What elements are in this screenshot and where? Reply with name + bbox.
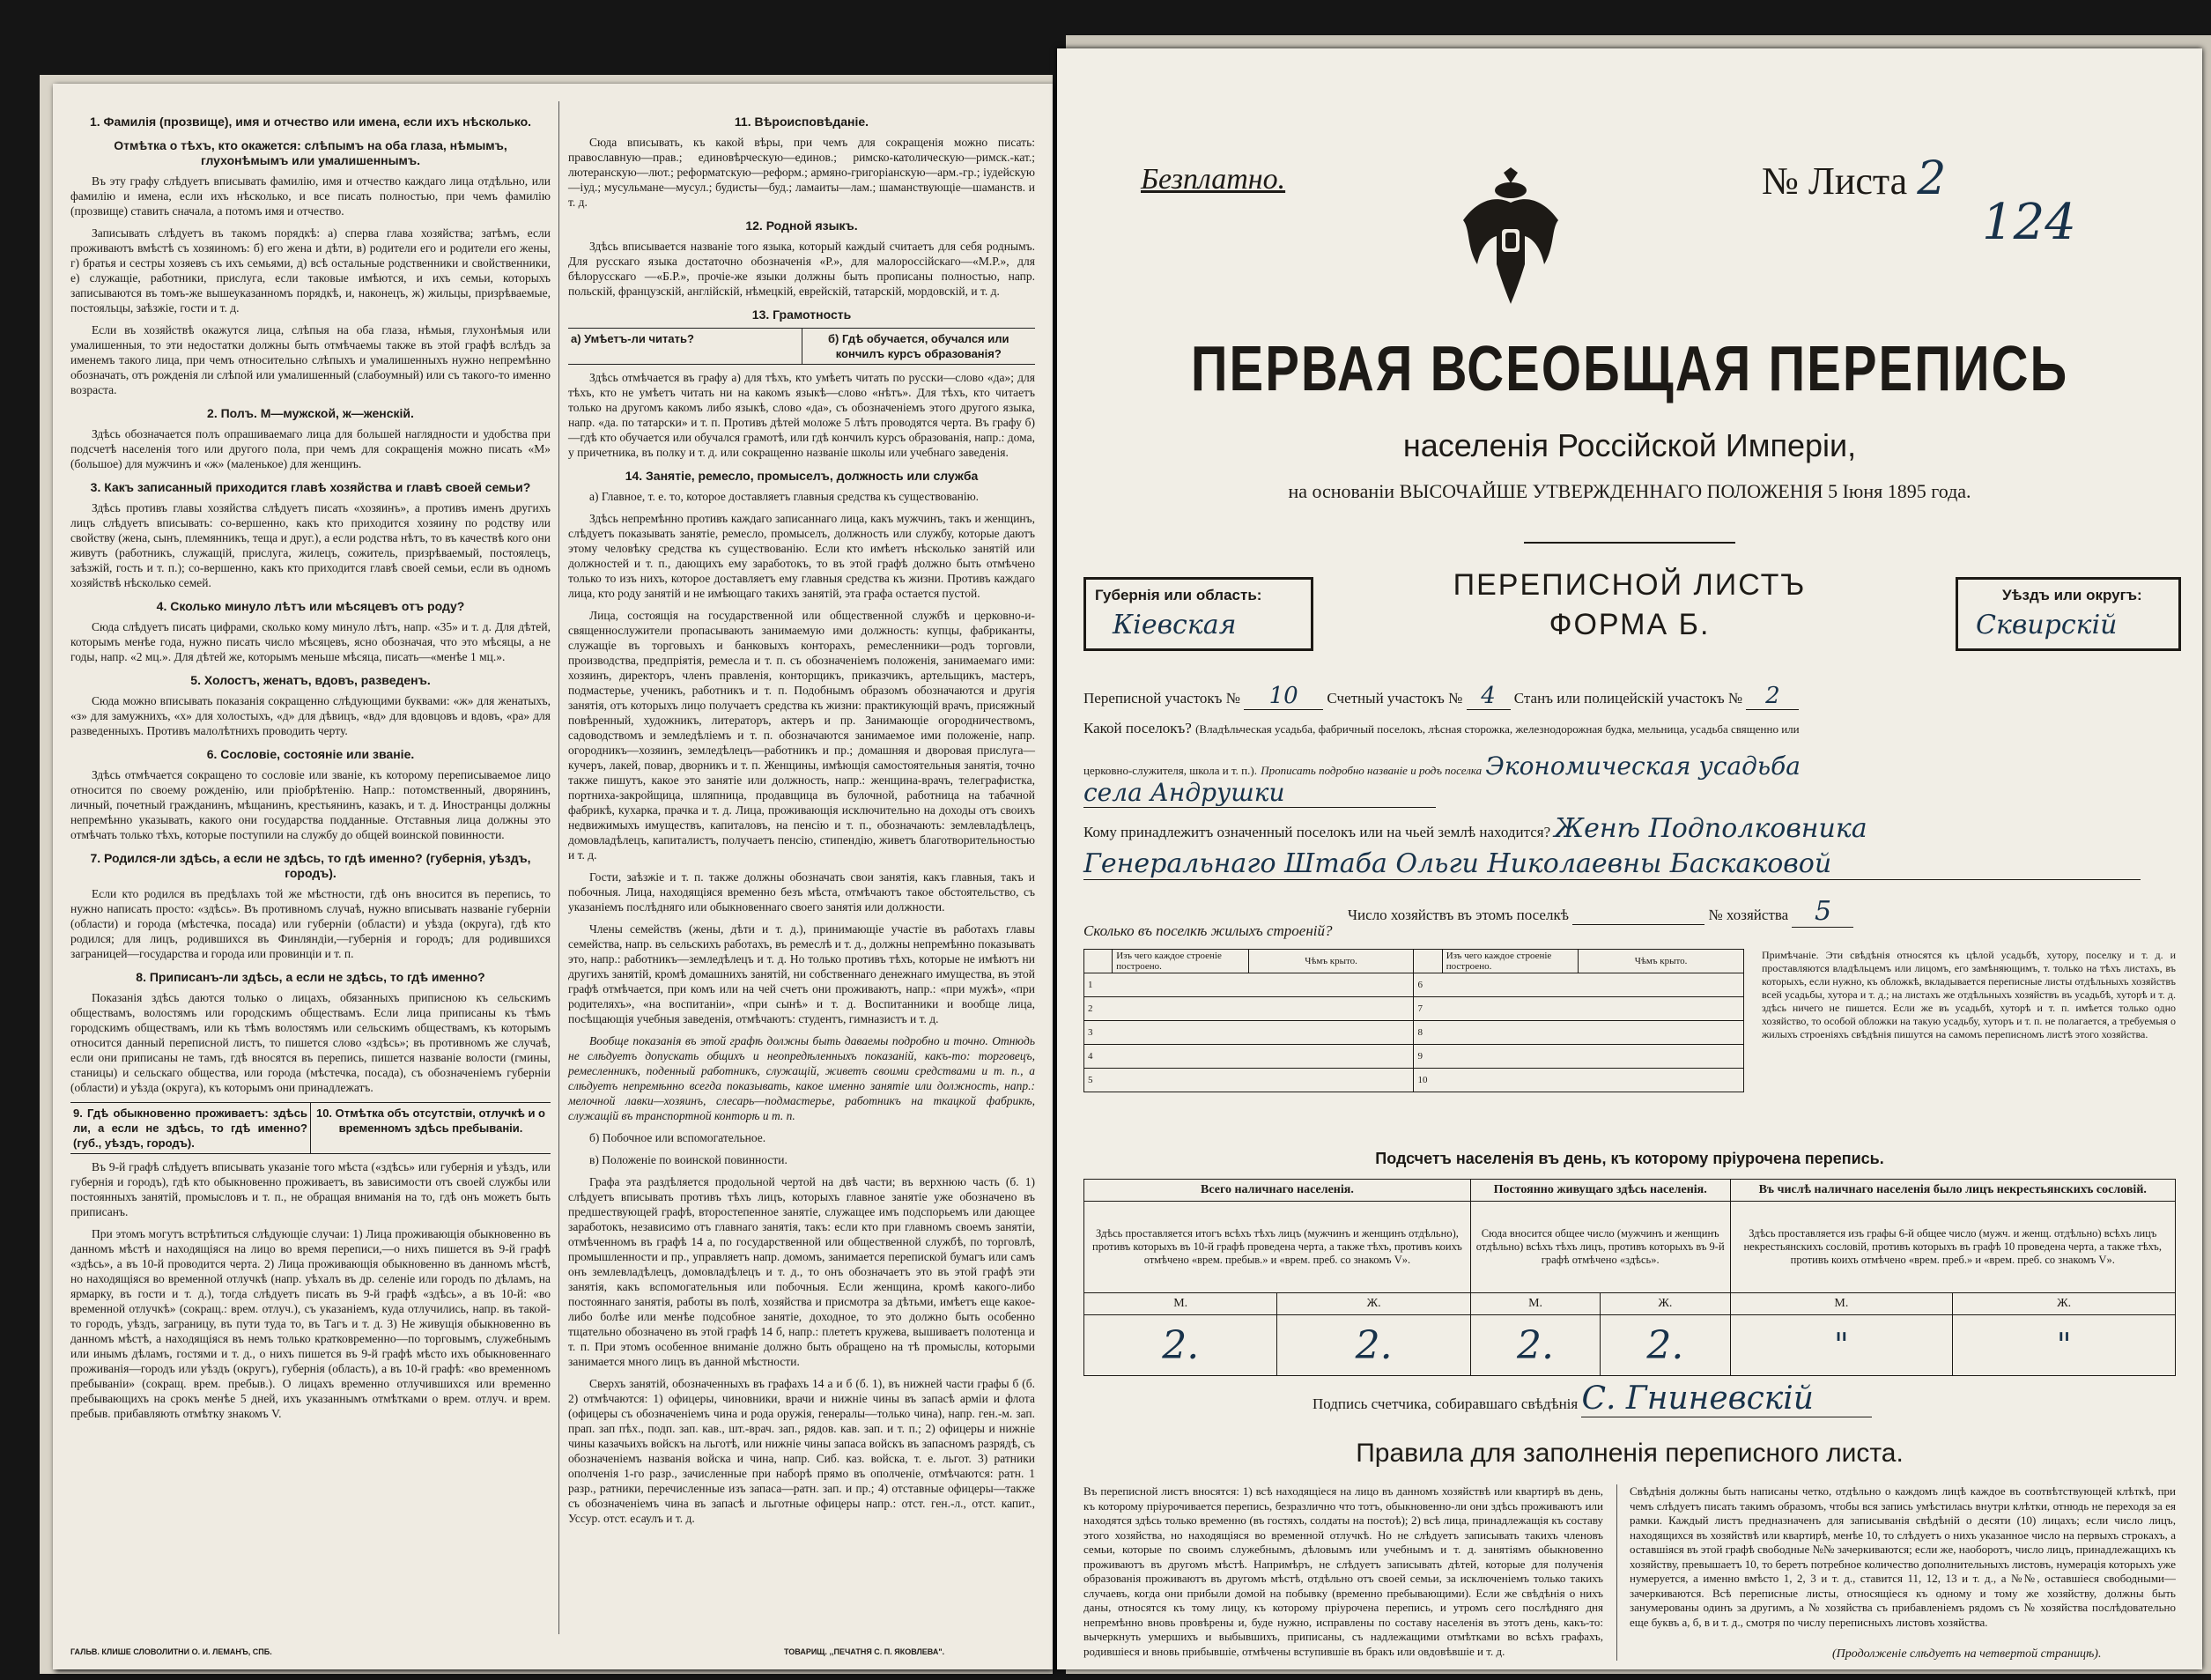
buildings-row: 7 bbox=[1414, 997, 1744, 1021]
signature-value: С. Гниневскій bbox=[1581, 1380, 1872, 1417]
paragraph: Показанія здѣсь даются только о лицахъ, обязанныхъ приписною къ сельскимъ обществамъ, волостямъ или городскимъ обществамъ. Если лица приписаны къ тѣмъ городскимъ обществамъ, или къ тѣмъ волостямъ или сельскимъ обществамъ, къ которымъ относится данный переписной листъ, то пишется слово «здѣсь»; въ противномъ же случаѣ, если они приписаны не тамъ, гдѣ вносятся въ перепись, пишется названіе волости (гмины, станицы) и сельскаго общества, или города (мѣстечка, посада), съ обозначеніемъ губерніи (области) и уѣзда (округа), къ которымъ они принадлежатъ. bbox=[70, 991, 551, 1094]
census-form-page bbox=[1057, 48, 2202, 1669]
buildings-row: 4 bbox=[1084, 1045, 1414, 1069]
uezd-box bbox=[1956, 577, 2181, 651]
paragraph: Лица, состоящія на государственной или общественной службѣ и церковно-и-священнослужители пропасывають занимаемую ими должность: купцы, фабриканты, служащіе въ торговыхъ и банковыхъ конторахъ, ремесленники—родъ торговли, производства, предпріятія, ремесла и т. п. съ обозначеніемъ положенія, занимаемаго ими: хозяинъ, директоръ, членъ правленія, конторщикъ, приказчикъ, артельщикъ, мастеръ, подмастерье, ученикъ, работникъ и т. п. Подобнымъ образомъ обозначаются и другія занятія, отъ которыхъ лицо получаетъ средства къ жизни: практикующій врачъ, присяжный повѣренный, художникъ, литераторъ, актеръ и пр. Занимающіе огородничествомъ, садоводствомъ и земледѣліемъ и т. п. обозначаются занимаемое ими положеніе, напр. огородникъ—хозяинъ, земледѣлецъ—работникъ и пр.; домашняя и дворовая прислуга—кучеръ, лакей, повар, дворникъ и т. п. Женщины, имѣющія самостоятельныя занятія, точно также пишутъ, какое это занятіе или должность, напр.: женщина-врачъ, телеграфистка, портниха-закройщица, шляпница, продавщица въ булочной, работница на табачной фабрикѣ, кухарка, прачка и т. д. Лица, проживающія исключительно на доходы отъ своихъ недвижимыхъ имуществъ, капиталовъ, на пенсію и т. п., обозначають: землевладѣлецъ, домовладѣлецъ, капиталистъ, получаетъ пенсію, стипендію, живетъ благотворительностью и т. д. bbox=[568, 609, 1035, 862]
census-decree-line: на основаніи ВЫСОЧАЙШЕ УТВЕРЖДЕННАГО ПОЛОЖЕНІЯ 5 Іюня 1895 года. bbox=[1288, 480, 1971, 502]
buildings-note: Примѣчаніе. Эти свѣдѣнія относятся къ цѣлой усадьбѣ, хутору, поселку и т. д. и проставляются владѣльцемъ или лицомъ, его замѣняющимъ, т. только на тѣхъ листахъ, въ которыхъ, если нужно, къ обложкѣ, вкладывается переписные листы отдѣльныхъ хозяйствъ всей усадьбы, хутора и т. д.; на листахъ же отдѣльныхъ хозяйствъ въ усадьбѣ, хуторѣ и т. д. здѣсь ничего не пишется. Если же въ усадьбѣ, хуторѣ и т. п. имѣется только одно хозяйство, то особой обложки на такую усадьбу, хуторъ и т. п. не полагается, а требуемыя о жилыхъ строеніяхъ свѣдѣнія пишутся на самомъ переписномъ листѣ этого хозяйства. bbox=[1762, 949, 2176, 1040]
paragraph: Если кто родился въ предѣлахъ той же мѣстности, гдѣ онъ вносится въ перепись, то нужно написать просто: «здѣсь». Въ противномъ случаѣ, нужно вписывать названіе губерніи (области) и города (мѣстечка, посада) или губерніи (области) и уѣзда (округа), гдѣ кто родился; для лицъ, родившихся въ Финляндіи,—губернія и городъ; для родившихся заграницей—государства и города или провинціи и т. п. bbox=[70, 887, 551, 960]
heading-8: 8. Приписанъ-ли здѣсь, а если не здѣсь, то гдѣ именно? bbox=[136, 970, 485, 984]
heading-11: 11. Вѣроисповѣданіе. bbox=[734, 115, 869, 129]
paragraph: Сюда вписывать, къ какой вѣры, при чемъ для сокращенія можно писать: православную—прав.; единовѣрческую—единов.; римско-католическую—римск.-кат.; лютеранскую—лют.; реформатскую—реформ.; армяно-григоріанскую—арм.-гр.; іудейскую—іуд.; мусульмане—мусул.; будисты—буд.; ламаиты—лам.; шаманствующіе—шаманств. и т. д. bbox=[568, 136, 1035, 209]
heading-12: 12. Родной языкъ. bbox=[745, 218, 858, 233]
imperial-eagle-emblem-icon bbox=[1458, 167, 1564, 308]
heading-10: 10. Отмѣтка объ отсутствіи, отлучкѣ и о временномъ здѣсь пребываніи. bbox=[315, 1106, 546, 1135]
settlement-hint-3: Прописать подробно названіе и родъ поселка bbox=[1261, 764, 1483, 777]
heading-13-table bbox=[568, 328, 1035, 365]
heading-13b: б) Гдѣ обучается, обучался или кончилъ курсъ образованія? bbox=[827, 332, 1009, 360]
heading-9: 9. Гдѣ обыкновенно проживаетъ: здѣсь ли, а если не здѣсь, то гдѣ именно? (губ., уѣздъ, городъ). bbox=[70, 1103, 311, 1153]
paragraph: Здѣсь отмѣчается въ графу а) для тѣхъ, кто умѣетъ читать по русски—слово «да»; для тѣхъ, кто не умѣетъ читать ни на какомъ языкѣ—слово «нѣтъ». Для тѣхъ, кто читаетъ только на другомъ какомъ либо языкѣ, слово «да», съ обозначеніемъ этого другого языка, напр. «да. по татарски» и т. п. Противъ дѣтей моложе 5 лѣтъ проводятся черта. Въ графу б)—гдѣ кто обучается или обучался грамотѣ, или гдѣ кончилъ курсъ образованія, напр.: дома, у причетника, въ полку и т. д. или сокращенно названіе школы или учебнаго заведенія. bbox=[568, 371, 1035, 459]
heading-3: 3. Какъ записанный приходится главѣ хозяйства и главѣ своей семьи? bbox=[90, 480, 531, 494]
paragraph: При этомъ могутъ встрѣтиться слѣдующіе случаи: 1) Лица проживающія обыкновенно въ данномъ мѣстѣ и находящіяся на лицо во время переписи,—о нихъ пишется въ 9-й графѣ «здѣсь», а въ 10-й проводится черта. 2) Лица проживающія обыкновенно въ данномъ мѣстѣ, но находящіяся во временной отлучкѣ (напр. уѣхалъ въ др. селеніе или городъ по дѣламъ, на ярмарку, въ гости и т. д.), тогда слѣдуетъ писать въ 9-й графѣ «здѣсь», а въ 10-й: «во временной отлучкѣ» (сокращ.: врем. отлуч.), съ указаніемъ, куда отлучились, напр. въ такой-то городъ, уѣздъ, заграницу, въ пути туда то, въ Тагъ и т. д. 3) Не живущія обыкновенно въ данномъ мѣстѣ, а находящіяся въ немъ только кратковременно—по торговымъ, служебнымъ или инымъ дѣламъ, гостями и т. д., о нихъ пишется въ 9-й графѣ мѣсто ихъ обыкновеннаго проживанія—городъ или уѣздъ (округъ), губернія (область), а въ 10-й графѣ: «во временномъ пребываніи» (сокращ. врем. пребыв.). О лицахъ временно отлучившихся или временно пребывающихъ на срокъ менѣе 5 дней, ихъ указаннымъ отмѣтками о врем. отлуч. и врем. пребыв. прибавляють отмѣтку знакомъ V. bbox=[70, 1227, 551, 1420]
subheading-14c: в) Положеніе по воинской повинности. bbox=[589, 1153, 788, 1166]
settlement-line bbox=[1083, 720, 2176, 737]
count-header-total: Всего наличнаго населенія. bbox=[1084, 1180, 1471, 1202]
col-male: М. bbox=[1084, 1293, 1277, 1315]
settlement-label: Какой поселокъ? bbox=[1083, 720, 1192, 736]
settlement-hint-2: церковно-служителя, школа и т. п.). bbox=[1083, 764, 1257, 777]
owner-value-2: Генеральнаго Штаба Ольги Николаевны Баскаковой bbox=[1083, 848, 2141, 880]
uezd-value: Сквирскій bbox=[1976, 610, 2118, 640]
count-header-permanent: Постоянно живущаго здѣсь населенія. bbox=[1470, 1180, 1730, 1202]
owner-line-2 bbox=[1083, 848, 2176, 880]
form-title-line2: ФОРМА Б. bbox=[1549, 608, 1711, 641]
police-district-value: 2 bbox=[1746, 683, 1799, 710]
guberniya-box bbox=[1083, 577, 1313, 651]
buildings-row: 8 bbox=[1414, 1021, 1744, 1045]
census-district-label: Переписной участокъ № bbox=[1083, 690, 1240, 707]
buildings-label: Сколько въ поселкѣ жилыхъ строеній? bbox=[1083, 922, 1333, 939]
printer-imprint-right: ТОВАРИЩ. ,,ПЕЧАТНЯ С. П. ЯКОВЛЕВА". bbox=[784, 1647, 945, 1656]
buildings-row: 6 bbox=[1414, 973, 1744, 997]
settlement-hint: (Владѣльческая усадьба, фабричный поселокъ, лѣсная сторожка, железнодорожная будка, мельница, усадьба священно или bbox=[1195, 722, 1800, 736]
uezd-label: Уѣздъ или округъ: bbox=[2002, 587, 2142, 603]
count-district-value: 4 bbox=[1467, 683, 1511, 710]
count-desc-non-peasant: Здѣсь проставляется изъ графы 6-й общее число (мужч. и женщ. отдѣльно) всѣхъ лицъ некрестьянскихъ сословій, противъ которыхъ въ графѣ 10 проведена черта, а также тѣхъ, противъ коихъ отмѣчено «врем. преб.» и «врем. преб. со знакомъ V». bbox=[1730, 1202, 2176, 1293]
household-number-value: 5 bbox=[1792, 896, 1853, 928]
buildings-row: 5 bbox=[1084, 1069, 1414, 1092]
owner-value: Женѣ Подполковника bbox=[1554, 813, 1867, 844]
census-title: ПЕРВАЯ ВСЕОБЩАЯ ПЕРЕПИСЬ bbox=[1190, 332, 2069, 405]
buildings-row: 2 bbox=[1084, 997, 1414, 1021]
heading-1: 1. Фамилія (прозвище), имя и отчество или имена, если ихъ нѣсколько. bbox=[89, 115, 532, 129]
buildings-material-header-2: Изъ чего каждое строеніе построено. bbox=[1442, 950, 1578, 973]
column-divider bbox=[558, 101, 559, 1634]
police-district-label: Станъ или полицейскій участокъ № bbox=[1513, 690, 1743, 707]
col-female: Ж. bbox=[1953, 1293, 2176, 1315]
count-total-male: 2. bbox=[1084, 1315, 1277, 1376]
count-total-female: 2. bbox=[1277, 1315, 1470, 1376]
heading-14: 14. Занятіе, ремесло, промыселъ, должность или служба bbox=[625, 469, 979, 483]
heading-6: 6. Сословіе, состояніе или званіе. bbox=[206, 747, 415, 761]
rules-title: Правила для заполненія переписного листа. bbox=[1356, 1439, 1904, 1468]
col-female: Ж. bbox=[1601, 1293, 1730, 1315]
subheading-14a: а) Главное, т. е. то, которое доставляетъ главныя средства къ существованію. bbox=[589, 490, 980, 503]
owner-label: Кому принадлежитъ означенный поселокъ или на чьей землѣ находится? bbox=[1083, 824, 1551, 840]
paragraph: Здѣсь непремѣнно противъ каждаго записаннаго лица, какъ мужчинъ, такъ и женщинъ, слѣдуетъ показывать занятіе, ремесло, промыселъ, должность или службу, которые даютъ этому человѣку средства къ существованію. Если кто имѣетъ нѣсколько занятій или должностей и т. п., дающихъ ему заработокъ, то въ этой графѣ должно быть отмѣчено только то изъ нихъ, которое доставляетъ ему главныя средства къ жизни. Противъ каждаго лица, кто роду занятій и не имѣющаго такихъ занятій, эта графа остается пустой. bbox=[568, 512, 1035, 600]
heading-13a: а) Умѣетъ-ли читать? bbox=[568, 329, 802, 364]
heading-13: 13. Грамотность bbox=[751, 307, 852, 322]
form-title bbox=[1321, 568, 1938, 642]
paragraph: Гости, заѣзжіе и т. п. также должны обозначать свои занятія, какъ главныя, такъ и побочныя. Лица, находящіяся временно безъ мѣста, отмѣчаютъ такое обстоятельство, съ указаніемъ послѣдняго или обыкновеннаго своего занятія или должности. bbox=[568, 870, 1035, 914]
buildings-roof-header-2: Чѣмъ крыто. bbox=[1579, 950, 1744, 973]
count-header-non-peasant: Въ числѣ наличнаго населенія было лицъ некрестьянскихъ сословій. bbox=[1730, 1180, 2176, 1202]
buildings-table bbox=[1083, 949, 1744, 1092]
paragraph: Сюда можно вписывать показанія сокращенно слѣдующими буквами: «ж» для женатыхъ, «з» для замужнихъ, «х» для холостыхъ, «д» для дѣвицъ, «вд» для вдовцовъ и вдовъ, «ра» для разведенныхъ. Противъ малолѣтнихъ проводить черту. bbox=[70, 694, 551, 737]
instructions-page bbox=[53, 84, 1053, 1669]
paragraph: Записывать слѣдуетъ въ такомъ порядкѣ: а) сперва глава хозяйства; затѣмъ, если проживаютъ вмѣстѣ съ хозяиномъ: б) его жена и дѣти, в) родители его и родители его жены, г) братья и сестры хозяевъ съ ихъ семьями, д) всѣ остальные родственники и свойственники, е) служащіе, работники, прислуга, если таковые имѣются, и ихъ семьи, которыхъ записываются въ томъ-же вышеуказанномъ порядкѣ, и, наконецъ, ж) жильцы, призрѣваемые, постояльцы, заѣзжіе, гости и т. д. bbox=[70, 226, 551, 315]
sheet-number bbox=[1762, 152, 1946, 205]
form-title-line1: ПЕРЕПИСНОЙ ЛИСТЪ bbox=[1453, 568, 1807, 602]
heading-9-10-table bbox=[70, 1102, 551, 1154]
paragraph: Здѣсь отмѣчается сокращено то сословіе или званіе, къ которому переписываемое лицо относится по своему рожденію, или пріобрѣтенію. Напр.: потомственный, дворянинъ, личный, почетный гражданинъ, мѣщанинъ, крестьянинъ, казакъ, и т. д. Иностранцы должны непремѣнно указывать, какого они государства подданные. Отставныя лица должны это отмѣчать только тѣхъ, которые поступили на службу до общей воинской повинности. bbox=[70, 768, 551, 841]
paragraph: Сюда слѣдуетъ писать цифрами, сколько кому минуло лѣтъ, напр. «35» и т. д. Для дѣтей, которымъ менѣе года, нужно писать число мѣсяцевъ, ясно обозначая, что это мѣсяцы, а не годы, напр. «2 мц.». Для дѣтей же, которымъ меньше мѣсяца, писать—«менѣе 1 мц.». bbox=[70, 620, 551, 663]
guberniya-value: Кіевская bbox=[1113, 610, 1237, 640]
households-count-value bbox=[1572, 907, 1704, 925]
settlement-name-line bbox=[1083, 751, 2176, 781]
buildings-row: 9 bbox=[1414, 1045, 1744, 1069]
instructions-column-1 bbox=[70, 106, 551, 1428]
population-count-table bbox=[1083, 1179, 2176, 1376]
buildings-row: 10 bbox=[1414, 1069, 1744, 1092]
col-male: М. bbox=[1470, 1293, 1600, 1315]
handwritten-number: 124 bbox=[1982, 194, 2076, 251]
buildings-line bbox=[1083, 922, 1333, 940]
census-subtitle: населенія Россійской Имперіи, bbox=[1402, 427, 1857, 463]
buildings-material-header: Изъ чего каждое строеніе построено. bbox=[1113, 950, 1248, 973]
paragraph: Сверхъ занятій, обозначенныхъ въ графахъ 14 а и б (б. 1), въ нижней части графы б (б. 2) отмѣчаются: 1) офицеры, чиновники, врачи и нижніе чины въ запасѣ арміи и флота (офицеры съ обозначеніемъ чина и рода оружія, генералы—только чина), напр. ген.-м. зап. прап. зап пѣх., подп. зап. кав., шт.-врач. зап., рядов. кав. зап. и т. п.; 2) офицеры и нижніе чины казачьихъ войскъ на льготѣ, или нижніе чины запаса войскъ въ запасномъ разрядѣ, съ обозначеніемъ названія войска и чина, напр. Сиб. каз. войска, т. е. льгот. 3) ратники ополченія 1-го разр., зачисленные при наборѣ прямо въ ополченіе, отмѣчаются: ратн. 1 разр., ратники, перечисленные изъ запаса—ратн. зап. и пр.; 4) отставные офицеры—также съ обозначеніемъ чина въ запасѣ и льготные офицеры напр.: отст. ген.-л., отст. капит., Уссур. отст. есаулъ и т. д. bbox=[568, 1377, 1035, 1525]
settlement-name-value: Экономическая усадьба bbox=[1485, 751, 1801, 781]
heading-2: 2. Полъ. М—мужской, ж—женскій. bbox=[207, 406, 414, 420]
count-non-peasant-female: " bbox=[1953, 1315, 2176, 1376]
buildings-row: 3 bbox=[1084, 1021, 1414, 1045]
heading-5: 5. Холостъ, женатъ, вдовъ, разведенъ. bbox=[190, 673, 431, 687]
free-of-charge-label: Безплатно. bbox=[1141, 163, 1286, 196]
count-district-label: Счетный участокъ № bbox=[1327, 690, 1463, 707]
instructions-column-2 bbox=[568, 106, 1035, 1533]
household-number-label: № хозяйства bbox=[1708, 907, 1789, 923]
paragraph: Члены семействъ (жены, дѣти и т. д.), принимающіе участіе въ работахъ главы семейства, напр. въ сельскихъ работахъ, въ ремеслѣ и т. д., должны непремѣнно показывать это, напр.: работникъ—земледѣлецъ и т. д. Но только противъ тѣхъ, которые не имѣютъ ни другихъ занятій, кромѣ домашнихъ занятій, ни собственнаго денежнаго имущества, въ этой графѣ отмѣчается, при комъ или на чей счетъ они проживаютъ, напр.: «при мужѣ», «при родителяхъ», «на воспитаніи», «при сынѣ» и т. д. Воспитанники и вообще лица, посѣщающія учебныя заведенія, отмѣчаютъ: студентъ, гимназистъ и т. д. bbox=[568, 922, 1035, 1025]
heading-4: 4. Сколько минуло лѣтъ или мѣсяцевъ отъ роду? bbox=[156, 599, 465, 613]
rules-column-2: Свѣдѣнія должны быть написаны четко, отдѣльно о каждомъ лицѣ каждое въ соотвѣтствующей клѣткѣ, при чемъ слѣдуетъ писать такимъ образомъ, чтобы вся запись умѣстилась внутри клѣтки, отнюдь не переходя за ея рамки. Каждый листъ предназначенъ для записыванія свѣдѣній о десяти (10) лицахъ; если число лицъ, находящихся въ хозяйствѣ или квартирѣ, менѣе 10, то слѣдуетъ о нихъ указанное число на первыхъ строкахъ, а оставшіяся въ этой графѣ свободные №№ зачеркиваются; если же, наоборотъ, число лицъ, принадлежащихъ къ хозяйству, превышаетъ 10, то беретъ потребное количество дополнительныхъ листовъ, нумерація которыхъ уже нумеруется, а именно вмѣсто 1, 2, 3 и т. д., ставится 11, 12, 13 и т. д., а №№, оставшіеся свободными—зачеркиваются. Всѣ переписные листы, относящіеся къ одному и тому же хозяйству, должны быть занумерованы одинъ за другимъ, а № хозяйства съ прибавленіемъ рядомъ съ № хозяйства послѣдовательно еще буквъ а, б, в и т. д., смотря по числу переписныхъ листовъ хозяйства. bbox=[1630, 1484, 2176, 1629]
buildings-row: 1 bbox=[1084, 973, 1414, 997]
paragraph: Въ 9-й графѣ слѣдуетъ вписывать указаніе того мѣста («здѣсь» или губернія и уѣздъ, или губернія и городъ), гдѣ кто обыкновенно проживаетъ, въ зависимости отъ своей службы или постоянныхъ занятій, промысловъ и т. п., не обращая вниманія на то, гдѣ онъ можетъ быть приписанъ. bbox=[70, 1160, 551, 1218]
signature-label: Подпись счетчика, собиравшаго свѣдѣнія bbox=[1313, 1395, 1579, 1412]
subheading-14b: б) Побочное или вспомогательное. bbox=[589, 1131, 766, 1144]
printer-imprint-left: ГАЛЬВ. КЛИШЕ СЛОВОЛИТНИ О. И. ЛЕМАНЪ, СПБ. bbox=[70, 1647, 272, 1656]
rules-divider bbox=[1616, 1484, 1617, 1661]
paragraph: Въ эту графу слѣдуетъ вписывать фамилію, имя и отчество каждаго лица отдѣльно, или фамилію и имена, если ихъ нѣсколько, и все писать полностью, при чемъ фамилію (прозвище) ставить сначала, а потомъ имя и отчество. bbox=[70, 174, 551, 218]
heading-7: 7. Родился-ли здѣсь, а если не здѣсь, то гдѣ именно? (губернія, уѣздъ, городъ). bbox=[90, 851, 531, 880]
paragraph: Если въ хозяйствѣ окажутся лица, слѣпыя на оба глаза, нѣмыя, глухонѣмыя или умалишенныя, то эти недостатки должны быть отмѣчаемы также въ этой графѣ вслѣдъ за именемъ такого лица, при чемъ относительно слѣпыхъ и умалишенныхъ нужно непремѣнно обозначать, отъ рожденія ли слѣпой или умалишенный (слабоумный) или съ такого-то именно возраста. bbox=[70, 323, 551, 396]
rules-continued: (Продолженіе слѣдуетъ на четвертой страницѣ). bbox=[1832, 1647, 2102, 1661]
population-count-title: Подсчетъ населенія въ день, къ которому пріурочена перепись. bbox=[1375, 1150, 1884, 1167]
buildings-roof-header: Чѣмъ крыто. bbox=[1248, 950, 1414, 973]
guberniya-label: Губернія или область: bbox=[1095, 587, 1262, 603]
paragraph: Вообще показанія въ этой графѣ должны быть даваемы подробно и точно. Отнюдь не слѣдуетъ допускать общихъ и неопредѣленныхъ показаній, какъ-то: торговецъ, ремесленникъ, поденный работникъ, служащій, живетъ своими средствами и т. п., а слѣдуетъ непремѣнно всегда показывать, какое именно занятіе или должность, напр.: мелочной лавки—хозяинъ, слесарь—подмастерье, работникъ на ткацкой фабрикѣ, служащій въ транспортной конторѣ и т. п. bbox=[568, 1034, 1035, 1122]
count-non-peasant-male: " bbox=[1730, 1315, 1953, 1376]
count-desc-permanent: Сюда вносится общее число (мужчинъ и женщинъ отдѣльно) всѣхъ тѣхъ лицъ, противъ которыхъ въ 9-й графѣ отмѣчено «здѣсь». bbox=[1470, 1202, 1730, 1293]
paragraph: Здѣсь обозначается полъ опрашиваемаго лица для большей наглядности и удобства при подсчетѣ населенія того или другого пола, при чемъ для сокращенія можно писать «М» (большое) для мужчинъ и «ж» (маленькое) для женщинъ. bbox=[70, 427, 551, 470]
census-district-value: 10 bbox=[1244, 683, 1323, 710]
col-male: М. bbox=[1730, 1293, 1953, 1315]
rules-column-1: Въ переписной листъ вносятся: 1) всѣ находящіеся на лицо въ данномъ хозяйствѣ или квартирѣ въ день, къ которому пріурочивается перепись, безразлично что тотъ, обыкновенно-ли они здѣсь проживаютъ или находятся здѣсь только временно (въ гостяхъ, солдаты на постоѣ); 2) всѣ лица, принадлежащія къ составу этого хозяйства, но находящіяся во временной отлучкѣ. Но не слѣдуетъ записывать такихъ членовъ семьи, которые по своимъ служебнымъ, дѣловымъ или учебнымъ и т. д. занятіямъ обыкновенно проживаютъ въ другомъ мѣстѣ. Напримѣръ, не слѣдуетъ записывать дѣтей, которые для полученія образованія проживаютъ въ другомъ мѣстѣ, отдѣльно отъ своей семьи, за исключеніемъ только такихъ случаевъ, когда они прибыли домой на побывку (временно пребывающими). Если же свѣдѣнія о нихъ даны, относятся къ тому лицу, къ которому пріурочена перепись, и утромъ сего послѣдняго дня непремѣнно вновь провѣрены и, буде нужно, исправлены по составу населенія въ этотъ день, какъ-то: вычеркнуть умершихъ и выбывшихъ, приписаны, съ надлежащими отмѣтками во всѣхъ графахъ, родившіеся и вновь прибывшіе, отмѣчены вступившіе въ бракъ или овдовѣвшіе и т. д. bbox=[1083, 1484, 1603, 1658]
paragraph: Графа эта раздѣляется продольной чертой на двѣ части; въ верхнюю часть (б. 1) слѣдуетъ вписывать противъ тѣхъ лицъ, которыхъ главное занятіе уже обозначено въ предшествующей графѣ, второстепенное занятіе, служащее имъ подспорьемъ или дающее заработокъ, независимо отъ главнаго занятія, такъ: если кто при главномъ своемъ занятіи, отмѣченномъ въ графѣ 14 а, по государственной или общественной службѣ, по торговлѣ, промышленности и пр., управляетъ напр. домомъ, занимается перепиской бумагъ или самъ онъ землевладѣлецъ, домовладѣлецъ и т. д., то онъ обозначаетъ это въ этой графѣ эти занятія, какъ вспомогательныя или побочныя. Если женщина, кромѣ какого-либо постояннаго занятія, работы въ полѣ, хозяйства и присмотра за дѣтьми, имѣетъ еще какое-либо болѣе или менѣе подсобное занятіе, доходное, то это должно быть особенно тщательно обозначено въ этой графѣ 14 б, напр.: плететъ кружева, вышиваетъ полотенца и т. п. При этомъ особенное вниманіе должно быть обращено на тѣ промыслы, которыми занимается много лицъ въ данной мѣстности. bbox=[568, 1175, 1035, 1368]
divider bbox=[1524, 542, 1735, 544]
sheet-number-value: 2 bbox=[1917, 152, 1947, 205]
paragraph: Здѣсь вписывается названіе того языка, который каждый считаетъ для себя роднымъ. Для русскаго языка достаточно обозначенія «Р.», для малороссійскаго—«М.Р.», для бѣлорусскаго —«Б.Р.», прочіе-же языки должны быть прописаны полностью, напр. польскій, французскій, англійскій, нѣмецкій, еврейскій, татарскій, мордовскій, и т. д. bbox=[568, 240, 1035, 298]
count-desc-total: Здѣсь проставляется итогъ всѣхъ тѣхъ лицъ (мужчинъ и женщинъ отдѣльно), противъ которыхъ въ 10-й графѣ проведена черта, а также тѣхъ, противъ коихъ отмѣчено «врем. пребыв.» и «врем. преб. со знакомъ V». bbox=[1084, 1202, 1471, 1293]
col-female: Ж. bbox=[1277, 1293, 1470, 1315]
households-count-label: Число хозяйствъ въ этомъ поселкѣ bbox=[1348, 907, 1569, 923]
sheet-number-label: № Листа bbox=[1762, 159, 1908, 203]
settlement-name-value-2: села Андрушки bbox=[1083, 778, 1436, 808]
settlement-name-line-2 bbox=[1083, 778, 2176, 808]
households-line bbox=[1348, 896, 2176, 928]
heading-1b: Отмѣтка о тѣхъ, кто окажется: слѣпымъ на оба глаза, нѣмымъ, глухонѣмымъ или умалишеннымъ. bbox=[114, 138, 507, 167]
signature-line bbox=[1313, 1380, 1872, 1417]
owner-line bbox=[1083, 813, 2176, 844]
count-permanent-male: 2. bbox=[1470, 1315, 1600, 1376]
paragraph: Здѣсь противъ главы хозяйства слѣдуетъ писать «хозяинъ», а противъ именъ другихъ лицъ слѣдуетъ вписывать: со-вершенно, какъ кто приходится хозяину по родству или свойству (жена, сынъ, племянникъ, теща и друг.), а если родства нѣтъ, то въ качествѣ кого они живутъ (работникъ, служащій, прислуга, жилецъ, сожитель, призрѣваемый, постоялецъ, заѣзжій, гость и т. п.); со-вершенно, какъ кто приходится главѣ своей семьи, если въ одномъ хозяйствѣ нѣсколько семей. bbox=[70, 501, 551, 589]
count-permanent-female: 2. bbox=[1601, 1315, 1730, 1376]
census-district-line bbox=[1083, 683, 2176, 710]
